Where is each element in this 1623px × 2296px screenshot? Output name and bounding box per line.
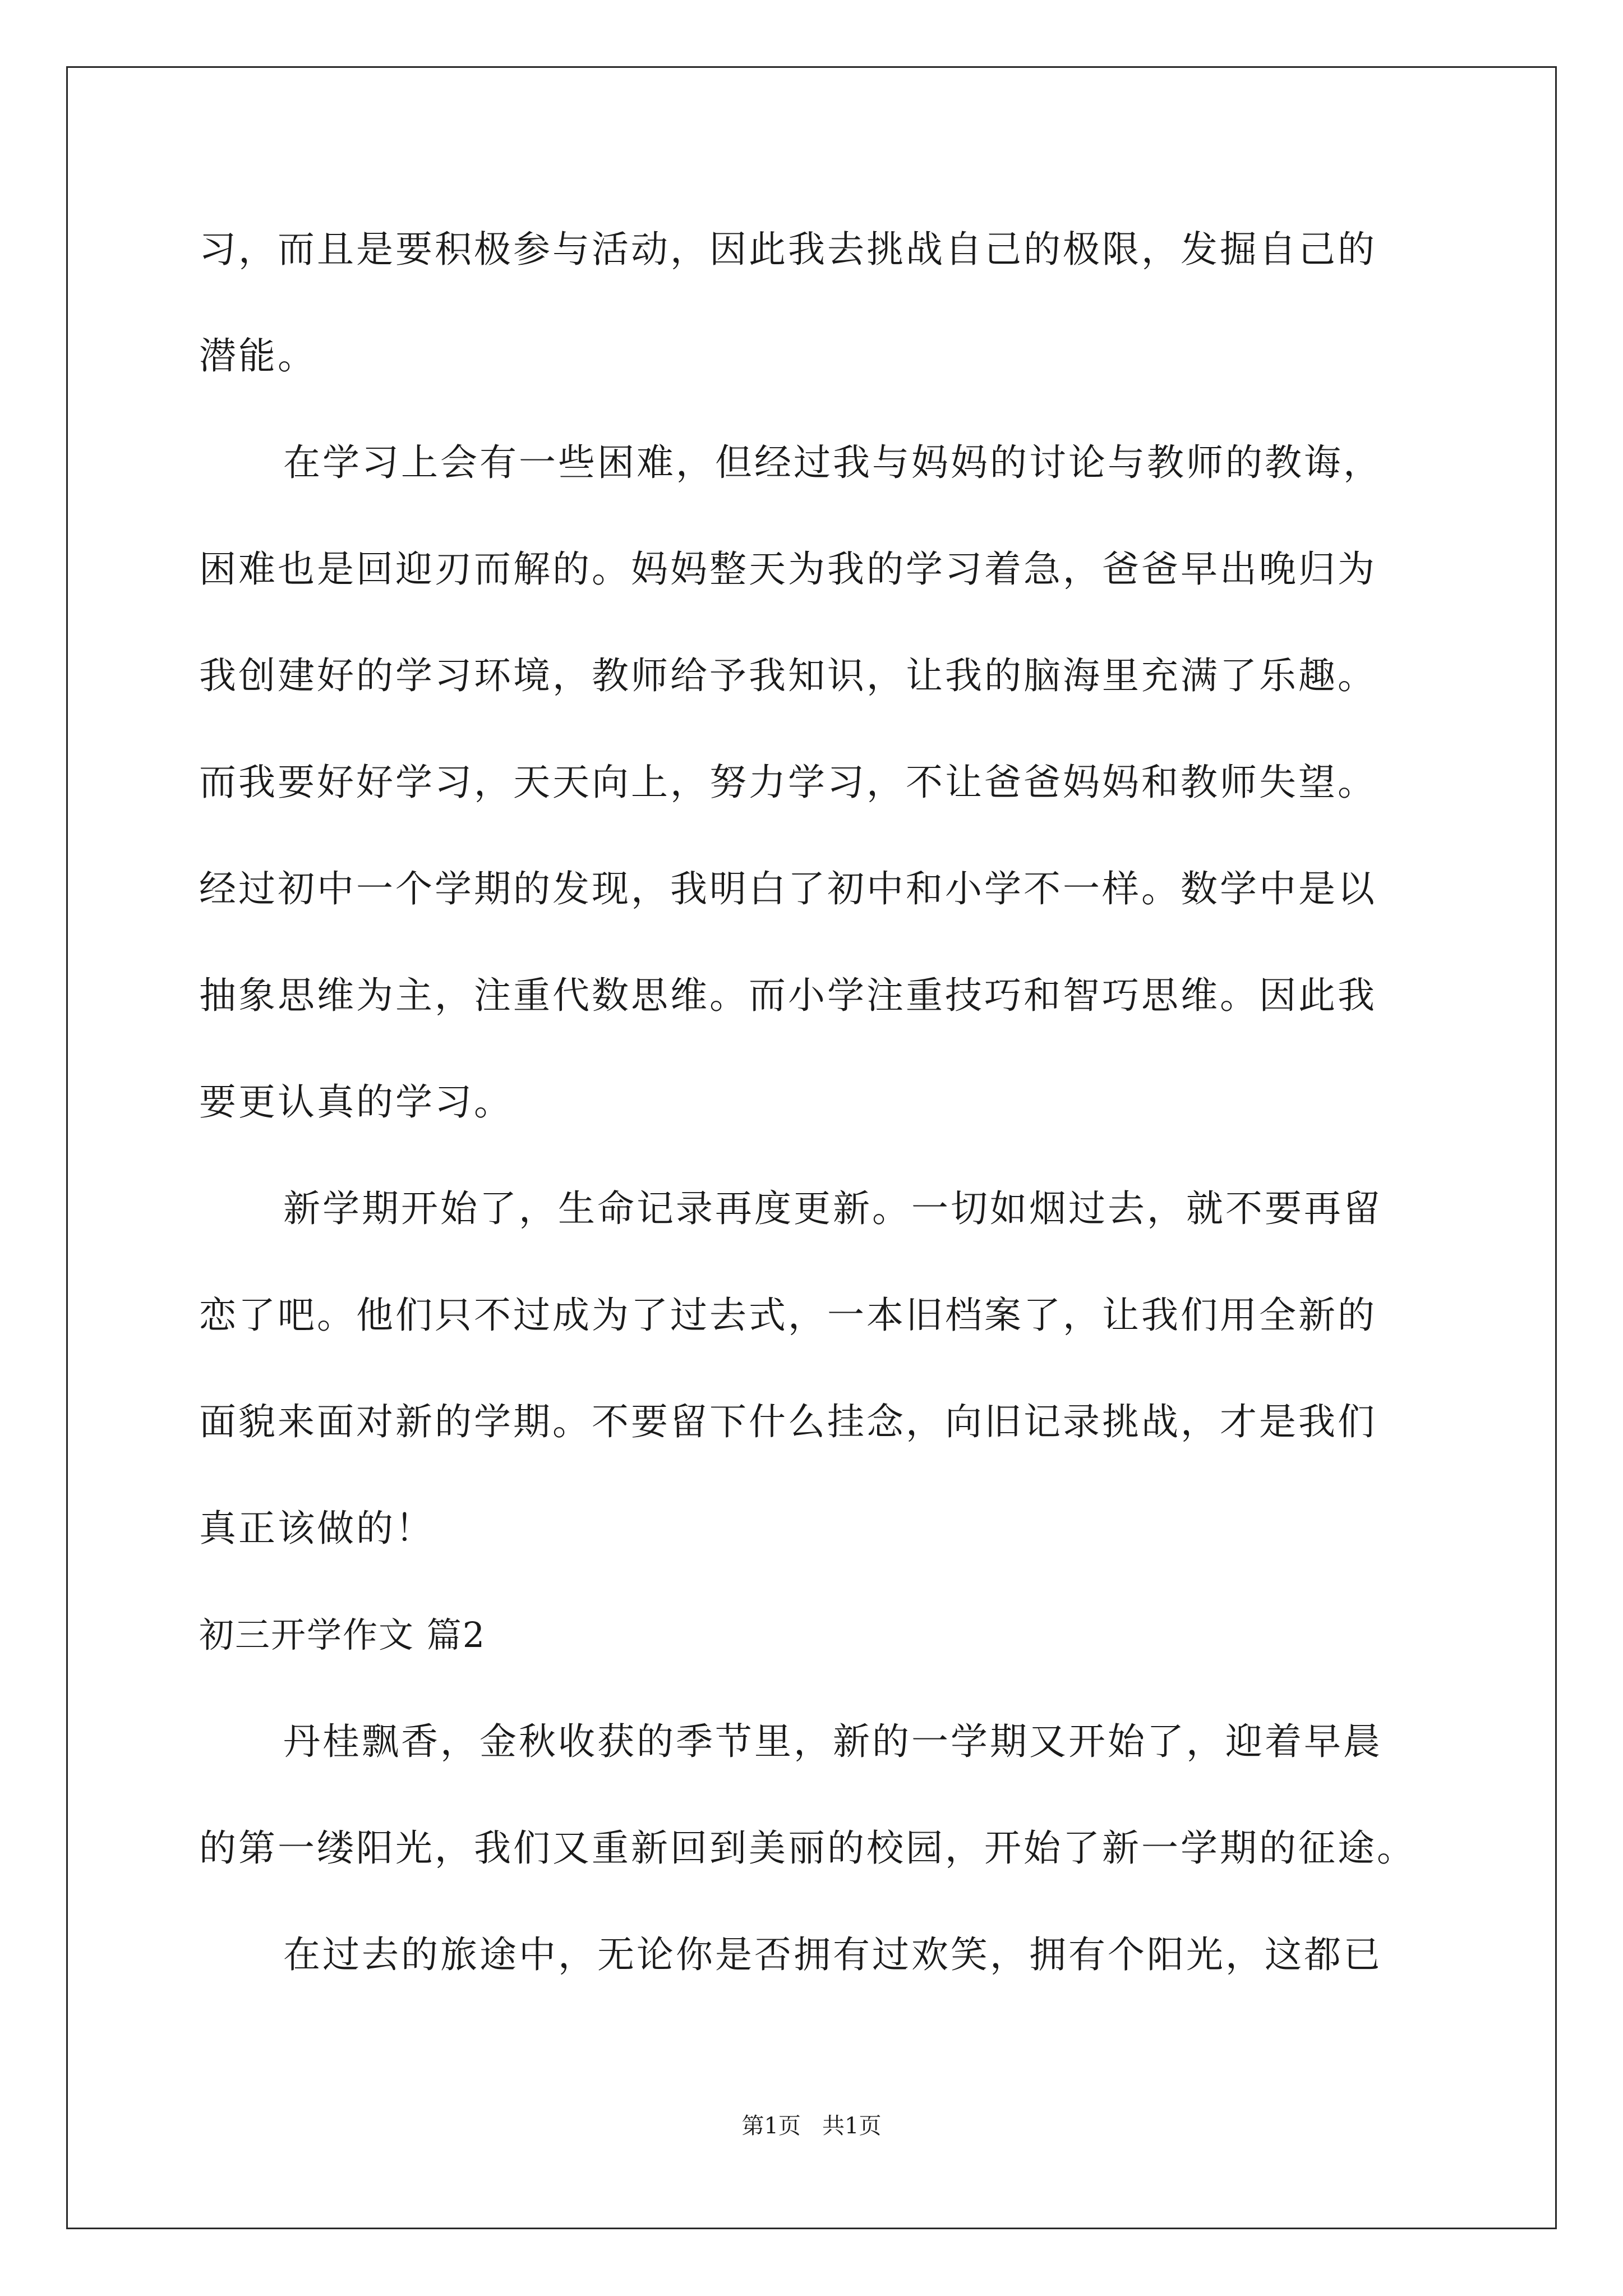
- page-border: [66, 66, 1557, 2229]
- paragraph-line: 在学习上会有一些困难，但经过我与妈妈的讨论与教师的教诲，: [283, 441, 1382, 484]
- paragraph-line: 习，而且是要积极参与活动，因此我去挑战自己的极限，发掘自己的: [199, 228, 1377, 271]
- paragraph-line: 真正该做的！: [199, 1507, 435, 1550]
- paragraph-line: 的第一缕阳光，我们又重新回到美丽的校园，开始了新一学期的征途。: [199, 1826, 1416, 1870]
- paragraph-line: 恋了吧。他们只不过成为了过去式，一本旧档案了，让我们用全新的: [199, 1294, 1377, 1337]
- section-heading: 初三开学作文 篇2: [199, 1614, 486, 1655]
- paragraph-line: 困难也是回迎刃而解的。妈妈整天为我的学习着急，爸爸早出晚归为: [199, 547, 1377, 591]
- paragraph-line: 丹桂飘香，金秋收获的季节里，新的一学期又开始了，迎着早晨: [283, 1720, 1382, 1763]
- paragraph-line: 而我要好好学习，天天向上，努力学习，不让爸爸妈妈和教师失望。: [199, 761, 1377, 804]
- paragraph-line: 在过去的旅途中，无论你是否拥有过欢笑，拥有个阳光，这都已: [283, 1933, 1382, 1976]
- paragraph-line: 面貌来面对新的学期。不要留下什么挂念，向旧记录挑战，才是我们: [199, 1400, 1377, 1443]
- page-number-footer: 第1页 共1页: [741, 2113, 882, 2139]
- paragraph-line: 抽象思维为主，注重代数思维。而小学注重技巧和智巧思维。因此我: [199, 974, 1377, 1017]
- paragraph-line: 潜能。: [199, 334, 317, 378]
- paragraph-line: 新学期开始了，生命记录再度更新。一切如烟过去，就不要再留: [283, 1187, 1382, 1230]
- paragraph-line: 经过初中一个学期的发现，我明白了初中和小学不一样。数学中是以: [199, 867, 1377, 910]
- paragraph-line: 要更认真的学习。: [199, 1080, 513, 1124]
- paragraph-line: 我创建好的学习环境，教师给予我知识，让我的脑海里充满了乐趣。: [199, 654, 1377, 697]
